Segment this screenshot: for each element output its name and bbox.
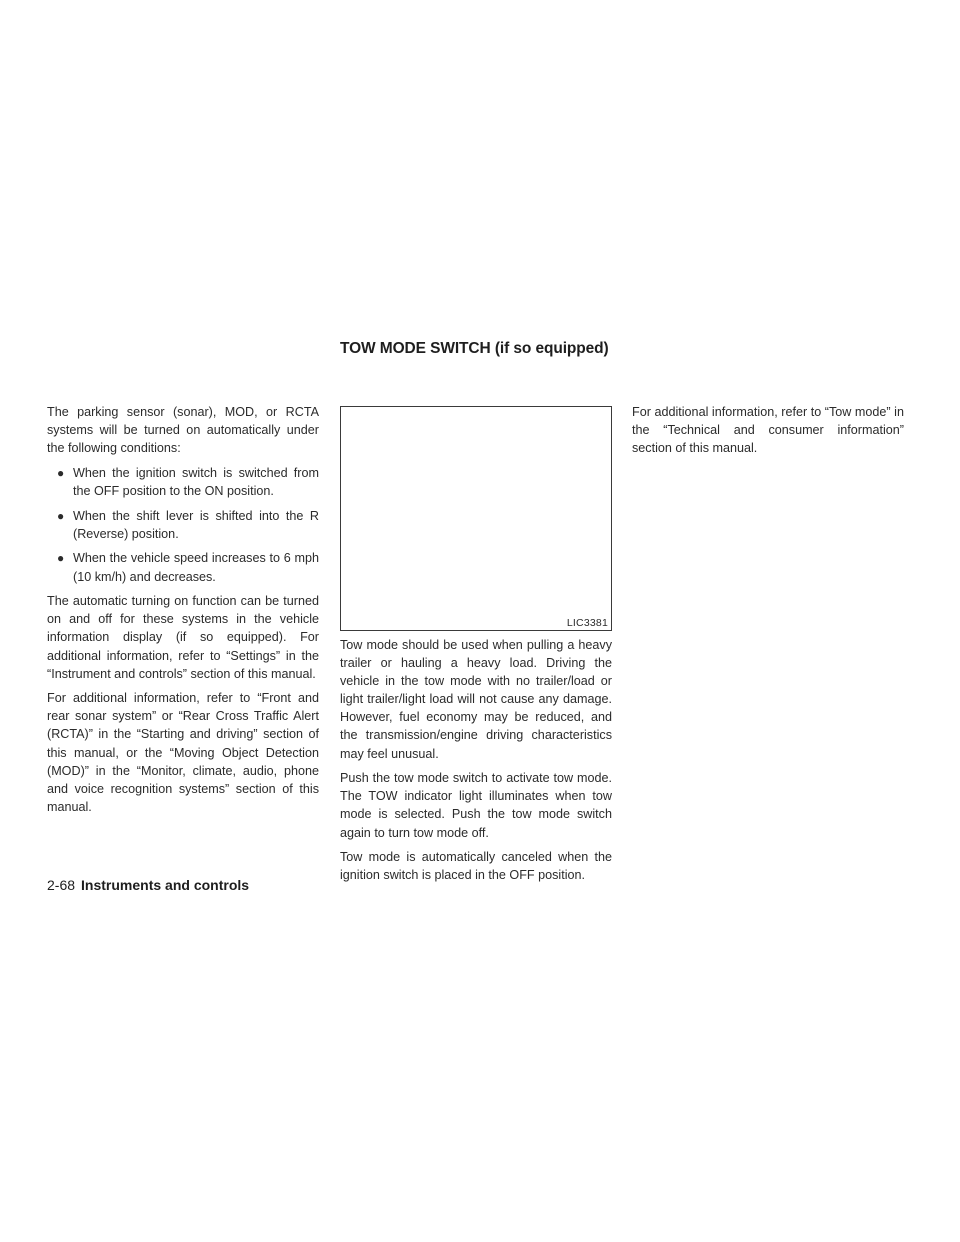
list-item (47, 507, 319, 543)
list-item-text: When the shift lever is shifted into the R (Reverse) position. (73, 508, 319, 541)
right-column (632, 403, 904, 464)
intro-paragraph: The parking sensor (sonar), MOD, or RCTA systems will be turned on automatically under the following conditions: (47, 405, 319, 456)
tow-mode-usage-paragraph: Tow mode should be used when pulling a heavy trailer or hauling a heavy load. Driving the vehicle in the tow mode with no trailer/load or light trailer/light load will not cause any damage. However, fuel economy may be reduced, and the transmission/engine driving characteristics may feel unusual. (340, 638, 612, 761)
list-item-text: When the ignition switch is switched from the OFF position to the ON position. (73, 465, 319, 498)
page-footer (47, 877, 249, 893)
section-heading: TOW MODE SWITCH (if so equipped) (340, 340, 609, 357)
settings-paragraph: The automatic turning on function can be turned on and off for these systems in the vehicle information display (if so equipped). For additional information, refer to “Settings” in the “Instrument and controls” section of this manual. (47, 594, 319, 681)
reference-paragraph: For additional information, refer to “Front and rear sonar system” or “Rear Cross Traffic Alert (RCTA)” in the “Starting and driving” section of this manual, or the “Moving Object Detection (MOD)” in the “Monitor, climate, audio, phone and voice recognition systems” section of this manual. (47, 691, 319, 814)
list-item (47, 549, 319, 585)
footer-section-name: Instruments and controls (81, 877, 250, 893)
list-item (47, 464, 319, 500)
list-item-text: When the vehicle speed increases to 6 mph (10 km/h) and decreases. (73, 551, 319, 584)
conditions-list (47, 464, 319, 586)
bullet-icon: ● (57, 465, 65, 480)
middle-column (340, 636, 612, 891)
figure-placeholder (340, 406, 612, 631)
left-column (47, 403, 319, 823)
bullet-icon: ● (57, 508, 65, 523)
tow-mode-reference-paragraph: For additional information, refer to “Tow mode” in the “Technical and consumer information” section of this manual. (632, 405, 904, 456)
bullet-icon: ● (57, 551, 65, 566)
page-number: 2-68 (47, 877, 76, 893)
tow-mode-cancel-paragraph: Tow mode is automatically canceled when the ignition switch is placed in the OFF position. (340, 850, 612, 883)
figure-code: LIC3381 (566, 617, 608, 629)
tow-mode-switch-paragraph: Push the tow mode switch to activate tow mode. The TOW indicator light illuminates when tow mode is selected. Push the tow mode switch again to turn tow mode off. (340, 771, 612, 840)
